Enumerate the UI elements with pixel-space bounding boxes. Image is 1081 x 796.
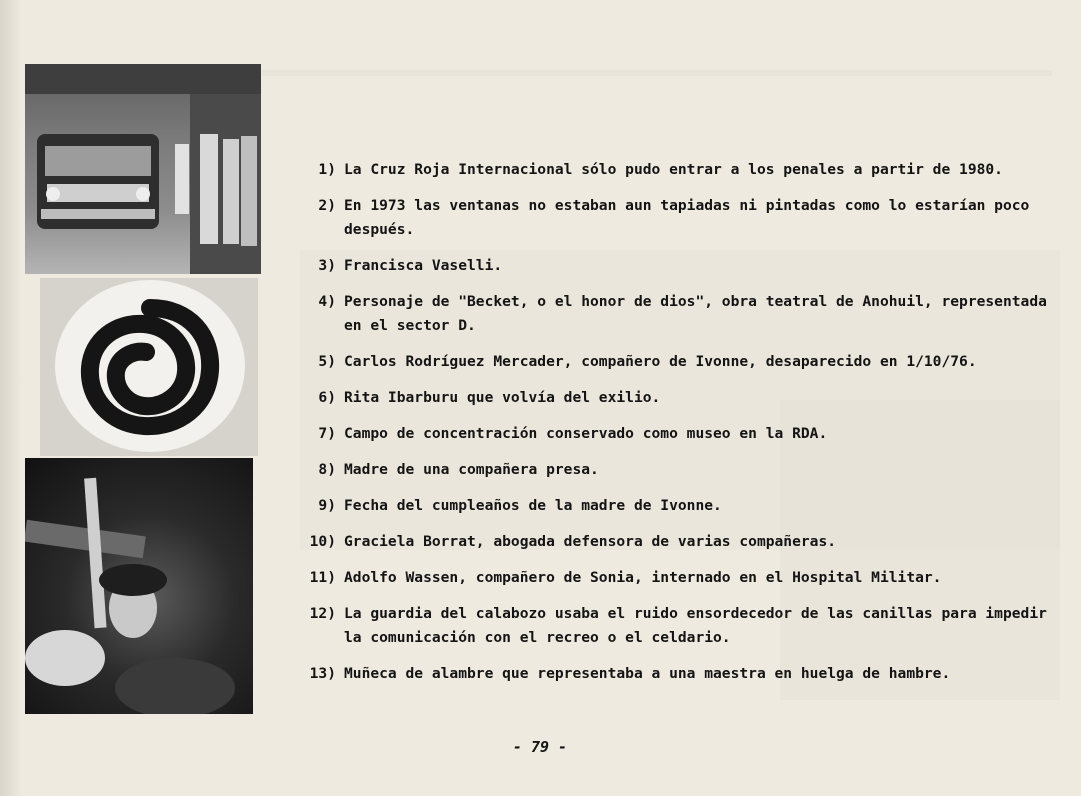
item-text: La guardia del calabozo usaba el ruido ensordecedor de las canillas para impedir la comunicación con el recreo o el celdario. xyxy=(344,605,1047,646)
item-number: 1) xyxy=(318,161,336,178)
item-number: 4) xyxy=(318,293,336,310)
item-text: Rita Ibarburu que volvía del exilio. xyxy=(344,389,661,406)
item-text: Madre de una compañera presa. xyxy=(344,461,599,478)
item-number: 13) xyxy=(309,665,336,682)
page-gutter-shadow xyxy=(0,0,22,796)
numbered-notes-list xyxy=(300,158,1062,686)
list-item xyxy=(300,422,1062,446)
item-text: La Cruz Roja Internacional sólo pudo entrar a los penales a partir de 1980. xyxy=(344,161,1003,178)
spiral-artwork xyxy=(40,278,258,456)
list-item xyxy=(300,566,1062,590)
item-text: Campo de concentración conservado como museo en la RDA. xyxy=(344,425,828,442)
item-text: En 1973 las ventanas no estaban aun tapiadas ni pintadas como lo estarían poco después. xyxy=(344,197,1030,238)
item-text: Graciela Borrat, abogada defensora de varias compañeras. xyxy=(344,533,837,550)
item-text: Francisca Vaselli. xyxy=(344,257,503,274)
item-number: 6) xyxy=(318,389,336,406)
item-text: Muñeca de alambre que representaba a una maestra en huelga de hambre. xyxy=(344,665,951,682)
photo-crowd xyxy=(25,458,253,714)
page-number: - 79 - xyxy=(512,738,568,756)
photo-truck xyxy=(25,64,261,274)
list-item xyxy=(300,158,1062,182)
list-item xyxy=(300,254,1062,278)
list-item xyxy=(300,350,1062,374)
item-number: 5) xyxy=(318,353,336,370)
list-item xyxy=(300,662,1062,686)
list-item xyxy=(300,194,1062,242)
item-number: 7) xyxy=(318,425,336,442)
list-item xyxy=(300,602,1062,650)
list-item xyxy=(300,458,1062,482)
list-item xyxy=(300,386,1062,410)
item-number: 3) xyxy=(318,257,336,274)
item-number: 10) xyxy=(309,533,336,550)
item-number: 12) xyxy=(309,605,336,622)
item-number: 9) xyxy=(318,497,336,514)
item-text: Fecha del cumpleaños de la madre de Ivonne. xyxy=(344,497,722,514)
item-text: Personaje de "Becket, o el honor de dios", obra teatral de Anohuil, representada en el sector D. xyxy=(344,293,1047,334)
item-text: Adolfo Wassen, compañero de Sonia, internado en el Hospital Militar. xyxy=(344,569,942,586)
item-number: 11) xyxy=(309,569,336,586)
list-item xyxy=(300,530,1062,554)
list-item xyxy=(300,290,1062,338)
item-number: 2) xyxy=(318,197,336,214)
item-number: 8) xyxy=(318,461,336,478)
item-text: Carlos Rodríguez Mercader, compañero de Ivonne, desaparecido en 1/10/76. xyxy=(344,353,977,370)
list-item xyxy=(300,494,1062,518)
